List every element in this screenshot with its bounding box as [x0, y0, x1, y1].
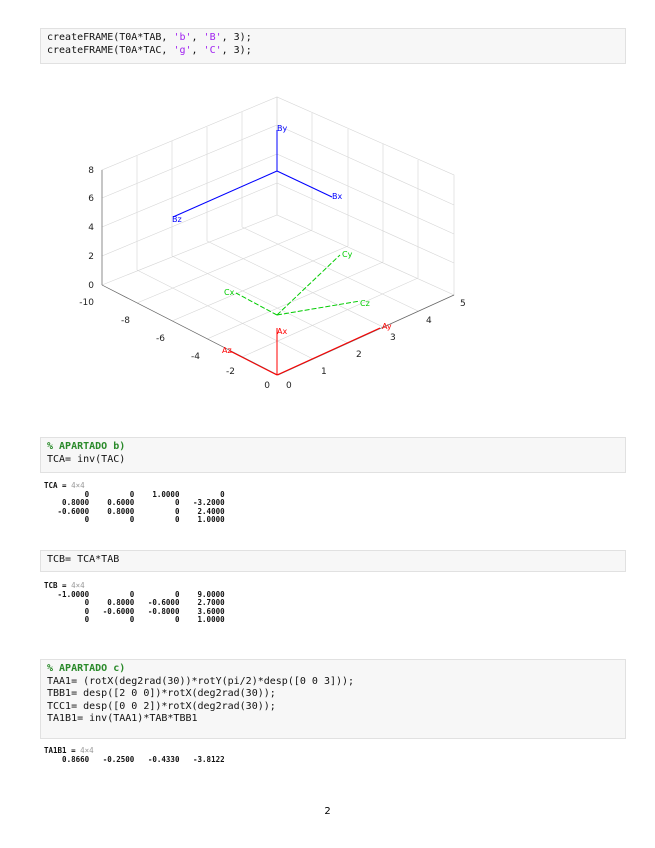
code-block-apartado-b	[40, 437, 626, 473]
x-tick-label: -2	[226, 367, 235, 377]
label-Cz: Cz	[360, 299, 370, 308]
code-block-createframe	[40, 28, 626, 64]
code-line-1: createFRAME(T0A*TAB, 'b', 'B', 3);	[47, 32, 252, 43]
page-number: 2	[324, 806, 331, 817]
code-line: TCB= TCA*TAB	[47, 554, 120, 565]
matrix-row: 0 -0.6000 -0.8000 3.6000	[44, 606, 225, 616]
output-tcb	[44, 582, 225, 625]
matrix-row: 0 0 0 1.0000	[44, 615, 225, 624]
output-header: TA1B1 = 4×4	[44, 746, 94, 755]
label-Ay: Ay	[382, 322, 392, 331]
x-tick-label: -8	[121, 316, 130, 326]
code-block-tcb	[40, 550, 626, 572]
z-tick-label: 6	[88, 194, 94, 204]
code-line: TAA1= (rotX(deg2rad(30))*rotY(pi/2)*desp([0 0 3]));	[47, 675, 355, 687]
frame-A-y-axis	[277, 328, 380, 375]
z-tick-label: 2	[88, 252, 94, 262]
label-Cy: Cy	[342, 250, 353, 259]
output-ta1b1	[44, 747, 225, 764]
x-tick-label: -6	[156, 334, 165, 344]
frame-B	[173, 130, 332, 217]
output-header: TCB = 4×4	[44, 581, 85, 590]
output-header: TCA = 4×4	[44, 481, 85, 490]
matrix-row: 0 0.8000 -0.6000 2.7000	[44, 598, 225, 607]
x-tick-label: -4	[191, 352, 200, 362]
y-tick-label: 3	[390, 333, 396, 343]
y-tick-label: 2	[356, 350, 362, 360]
code-line: TCC1= desp([0 0 2])*rotX(deg2rad(30));	[47, 700, 276, 712]
frame-A-z-axis	[230, 351, 277, 375]
label-Cx: Cx	[224, 288, 235, 297]
code-block-apartado-c	[40, 659, 626, 739]
y-tick-label: 4	[426, 316, 432, 326]
matrix-row: -0.6000 0.8000 0 2.4000	[44, 506, 225, 516]
frame-C-x-axis	[236, 293, 277, 315]
z-tick-label: 8	[88, 166, 94, 176]
frames-3d-plot	[40, 85, 480, 405]
code-comment: % APARTADO b)	[47, 441, 126, 452]
matrix-row: 0.8000 0.6000 0 -3.2000	[44, 498, 225, 507]
z-tick-label: 4	[88, 223, 94, 233]
plot-axes	[102, 170, 454, 375]
label-By: By	[277, 124, 288, 133]
matrix-row: 0 0 1.0000 0	[44, 489, 225, 499]
y-tick-label: 0	[286, 381, 292, 391]
label-Az: Az	[222, 346, 232, 355]
y-tick-label: 1	[321, 367, 327, 377]
code-line-2: createFRAME(T0A*TAC, 'g', 'C', 3);	[47, 44, 252, 56]
label-Ax: Ax	[277, 327, 288, 336]
label-Bx: Bx	[332, 192, 343, 201]
y-tick-label: 5	[460, 299, 466, 309]
code-line: TBB1= desp([2 0 0])*rotX(deg2rad(30));	[47, 688, 276, 699]
output-tca	[44, 482, 225, 525]
matrix-row: 0 0 0 1.0000	[44, 515, 225, 524]
code-line: TCA= inv(TAC)	[47, 453, 126, 465]
code-comment: % APARTADO c)	[47, 663, 126, 674]
x-tick-label: -10	[79, 298, 94, 308]
x-tick-label: 0	[264, 381, 270, 391]
frame-B-z-axis	[173, 171, 277, 217]
code-line: TA1B1= inv(TAA1)*TAB*TBB1	[47, 713, 198, 724]
label-Bz: Bz	[172, 215, 182, 224]
matrix-row: -1.0000 0 0 9.0000	[44, 589, 225, 599]
matrix-row: 0.8660 -0.2500 -0.4330 -3.8122	[44, 754, 225, 764]
z-tick-label: 0	[88, 281, 94, 291]
